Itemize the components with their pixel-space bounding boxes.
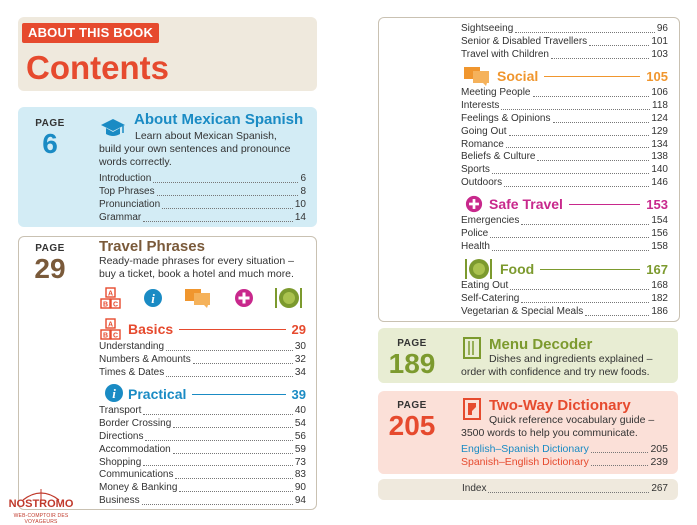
toc-row[interactable]: Numbers & Amounts 32 [99,353,306,365]
speech-bubbles-icon [463,66,491,86]
toc-row[interactable]: Top Phrases 8 [99,185,306,197]
svg-text:NOSTROMO: NOSTROMO [8,498,74,508]
toc-row[interactable]: Senior & Disabled Travellers 101 [461,35,668,47]
svg-text:C: C [112,332,119,340]
practical-name: Practical [128,386,187,402]
toc-row[interactable]: Health 158 [461,240,668,252]
practical-page: 39 [291,386,306,402]
index-toc [462,483,668,496]
basics-toc [99,341,306,380]
dictionary-page-block [384,400,440,441]
social-heading[interactable] [497,68,668,84]
menu-page-number: 189 [388,348,436,379]
toc-row[interactable]: Emergencies 154 [461,214,668,226]
dictionary-title: Two-Way Dictionary [489,397,631,414]
dictionary-toc [461,443,668,469]
svg-text:C: C [112,301,119,309]
toc-row[interactable]: Accommodation 59 [99,443,306,455]
dictionary-book-icon [463,398,481,420]
about-desc-3: words correctly. [99,156,172,168]
menu-page-block [384,338,440,379]
toc-row[interactable]: Communications 83 [99,469,306,481]
page-label: PAGE [397,338,427,349]
food-page: 167 [646,261,668,277]
dictionary-desc-1: Quick reference vocabulary guide – [489,414,655,426]
toc-row[interactable]: Interests 118 [461,99,668,111]
info-icon [104,383,124,403]
toc-row[interactable]: Shopping 73 [99,456,306,468]
toc-row[interactable]: Times & Dates 34 [99,366,306,378]
social-toc [461,87,668,190]
dictionary-page-number: 205 [388,410,436,441]
first-aid-icon [234,288,254,308]
first-aid-icon [465,195,483,213]
menu-book-icon [463,337,481,359]
toc-row[interactable]: Eating Out 168 [461,279,668,291]
practical-heading[interactable] [128,386,306,402]
nostromo-logo [3,486,79,525]
toc-row[interactable]: Police 156 [461,227,668,239]
page-label: PAGE [35,243,65,254]
toc-row[interactable]: Feelings & Opinions 124 [461,112,668,124]
travel-desc-2: buy a ticket, book a hotel and much more. [99,268,294,280]
toc-row[interactable]: Border Crossing 54 [99,417,306,429]
toc-row[interactable]: Spanish–English Dictionary 239 [461,455,668,468]
continuation-toc [461,23,668,62]
logo-mark-icon [3,486,79,508]
toc-row[interactable]: Index 267 [462,482,668,494]
toc-row[interactable]: Romance 134 [461,138,668,150]
menu-title: Menu Decoder [489,336,593,353]
svg-text:A: A [107,290,114,298]
speech-bubbles-icon [184,288,212,308]
logo-subtitle: WEB-COMPTOIR DES VOYAGEURS [13,513,69,525]
about-page-block [26,118,74,159]
social-page: 105 [646,68,668,84]
toc-row[interactable]: Grammar 14 [99,211,306,223]
toc-row[interactable]: Travel with Children 103 [461,48,668,60]
plate-cutlery-icon [463,257,493,281]
svg-text:B: B [102,301,109,309]
page-title: Contents [26,49,169,86]
food-name: Food [500,261,535,277]
toc-row[interactable]: Beliefs & Culture 138 [461,151,668,163]
travel-desc-1: Ready-made phrases for every situation – [99,255,294,267]
safe-travel-page: 153 [646,196,668,212]
toc-row[interactable]: Understanding 30 [99,340,306,352]
toc-row[interactable]: Directions 56 [99,430,306,442]
toc-row[interactable]: Going Out 129 [461,125,668,137]
toc-row[interactable]: Pronunciation 10 [99,198,306,210]
toc-row[interactable]: English–Spanish Dictionary 205 [461,442,668,455]
menu-desc-1: Dishes and ingredients explained – [489,353,653,365]
toc-row[interactable]: Transport 40 [99,404,306,416]
safe-travel-heading[interactable] [489,196,668,212]
basics-heading[interactable] [128,321,306,337]
svg-text:i: i [151,291,155,306]
svg-text:A: A [107,321,114,329]
travel-page-block [26,243,74,284]
travel-title: Travel Phrases [99,238,205,255]
toc-row[interactable]: Money & Banking 90 [99,482,306,494]
abc-blocks-icon [100,287,122,309]
basics-page: 29 [291,321,306,337]
toc-row[interactable]: Self-Catering 182 [461,292,668,304]
toc-row[interactable]: Vegetarian & Special Meals 186 [461,305,668,317]
svg-text:B: B [102,332,109,340]
about-desc-2: build your own sentences and pronounce [99,143,291,155]
about-title: About Mexican Spanish [134,111,304,128]
food-heading[interactable] [500,261,668,277]
practical-toc [99,405,306,508]
safe-travel-name: Safe Travel [489,196,563,212]
dictionary-desc-2: 3500 words to help you communicate. [461,427,638,439]
toc-row[interactable]: Outdoors 146 [461,177,668,189]
about-toc [99,173,306,225]
toc-row[interactable]: Sports 140 [461,164,668,176]
graduation-cap-icon [100,117,126,139]
food-toc [461,280,668,319]
about-desc-1: Learn about Mexican Spanish, [135,130,277,142]
basics-name: Basics [128,321,174,337]
toc-row[interactable]: Meeting People 106 [461,86,668,98]
safe-travel-toc [461,215,668,254]
about-page-number: 6 [42,128,58,159]
plate-cutlery-icon [273,286,303,310]
section-tag: ABOUT THIS BOOK [22,23,159,43]
travel-page-number: 29 [34,253,66,284]
svg-text:i: i [112,386,116,401]
info-icon [143,288,163,308]
page-label: PAGE [35,118,65,129]
toc-row[interactable]: Sightseeing 96 [461,22,668,34]
toc-row[interactable]: Business 94 [99,495,306,507]
menu-desc-2: order with confidence and try new foods. [461,366,650,378]
social-name: Social [497,68,539,84]
page-label: PAGE [397,400,427,411]
toc-row[interactable]: Introduction 6 [99,172,306,184]
abc-blocks-icon [100,318,122,340]
